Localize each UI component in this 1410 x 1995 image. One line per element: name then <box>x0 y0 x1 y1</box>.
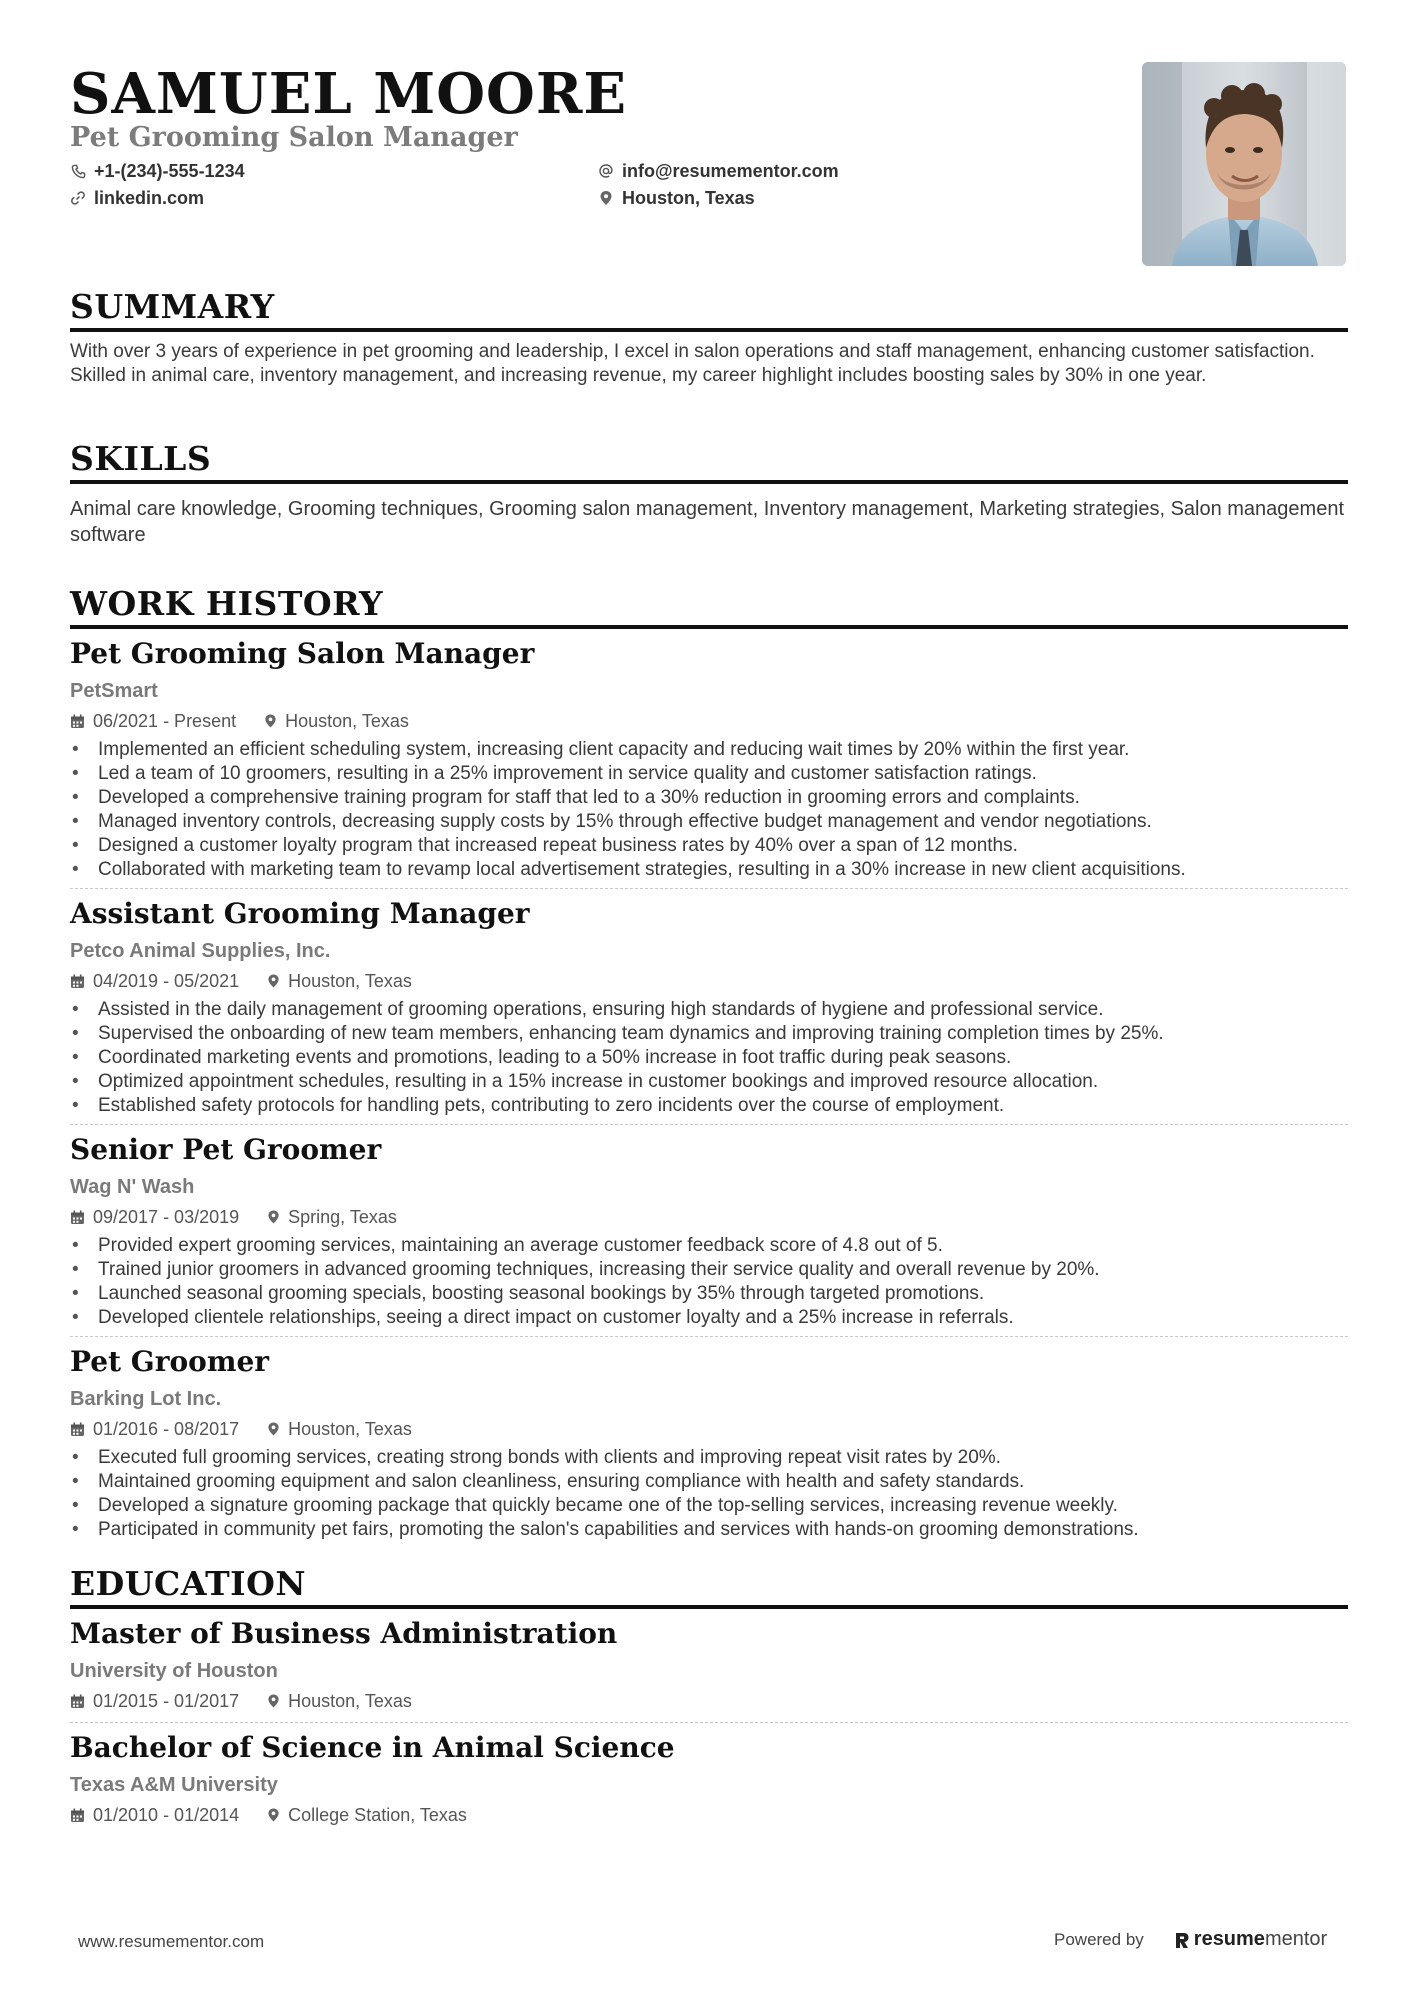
job-title: Assistant Grooming Manager <box>70 897 530 930</box>
school-name: Texas A&M University <box>70 1774 278 1796</box>
education-entry <box>70 1731 1348 1826</box>
contact-linkedin[interactable] <box>70 187 204 209</box>
bullet-item: • Managed inventory controls, decreasing supply costs by 15% through effective budget management and vendor negotiations. <box>70 810 1348 834</box>
contact-email[interactable] <box>598 160 839 182</box>
bullet-item: • Developed clientele relationships, seeing a direct impact on customer loyalty and a 25% increase in referrals. <box>70 1306 1348 1330</box>
education-meta <box>70 1804 1348 1826</box>
contact-linkedin-text[interactable]: linkedin.com <box>94 188 205 208</box>
job-title: Pet Groomer <box>70 1345 270 1378</box>
bullet-item: • Developed a signature grooming package that quickly became one of the top-selling services, increasing revenue weekly. <box>70 1494 1348 1518</box>
education-dates: 01/2010 - 01/2014 <box>93 1805 240 1825</box>
skills-section <box>70 440 1348 548</box>
bullet-item: • Participated in community pet fairs, promoting the salon's capabilities and services with hands-on grooming demonstrations. <box>70 1518 1348 1542</box>
bullet-item: • Implemented an efficient scheduling system, increasing client capacity and reducing wait times by 20% within the first year. <box>70 738 1348 762</box>
education-section <box>70 1565 1348 1826</box>
entry-divider <box>70 1722 1348 1723</box>
calendar-icon <box>70 1210 85 1225</box>
degree-title: Bachelor of Science in Animal Science <box>70 1731 675 1764</box>
bullet-item: • Led a team of 10 groomers, resulting in a 25% improvement in service quality and customer satisfaction ratings. <box>70 762 1348 786</box>
section-rule <box>70 625 1348 629</box>
job-dates: 01/2016 - 08/2017 <box>93 1419 240 1439</box>
bullet-item: • Maintained grooming equipment and salon cleanliness, ensuring compliance with health and safety standards. <box>70 1470 1348 1494</box>
section-rule <box>70 1605 1348 1609</box>
job-entry <box>70 637 1348 889</box>
entry-divider <box>70 1336 1348 1337</box>
skills-text: Animal care knowledge, Grooming techniques, Grooming salon management, Inventory management, Marketing strategies, Salon management software <box>70 498 1345 546</box>
job-title: Senior Pet Groomer <box>70 1133 382 1166</box>
resumementor-logo-icon <box>1174 1930 1190 1950</box>
job-entry <box>70 1345 1348 1542</box>
location-pin-icon <box>267 1421 280 1437</box>
bullet-item: • Supervised the onboarding of new team members, enhancing team dynamics and improving training completion times by 25%. <box>70 1022 1348 1046</box>
phone-icon <box>70 163 86 179</box>
footer-brand <box>1054 1928 1327 1951</box>
location-pin-icon <box>267 1807 280 1823</box>
education-location: College Station, Texas <box>288 1805 467 1825</box>
calendar-icon <box>70 714 85 729</box>
bullet-item: • Launched seasonal grooming specials, boosting seasonal bookings by 35% through targeted promotions. <box>70 1282 1348 1306</box>
job-dates: 04/2019 - 05/2021 <box>93 971 240 991</box>
bullet-item: • Coordinated marketing events and promotions, leading to a 50% increase in foot traffic during peak seasons. <box>70 1046 1348 1070</box>
candidate-name: SAMUEL MOORE <box>70 61 628 127</box>
education-entry <box>70 1617 1348 1723</box>
job-location: Houston, Texas <box>285 711 409 731</box>
entry-divider <box>70 1124 1348 1125</box>
job-bullets <box>70 998 1348 1118</box>
job-meta <box>70 970 1348 992</box>
job-bullets <box>70 738 1348 882</box>
job-dates: 09/2017 - 03/2019 <box>93 1207 240 1227</box>
calendar-icon <box>70 1694 85 1709</box>
section-rule <box>70 480 1348 484</box>
bullet-item: • Established safety protocols for handling pets, contributing to zero incidents over the course of employment. <box>70 1094 1348 1118</box>
calendar-icon <box>70 1808 85 1823</box>
summary-text: With over 3 years of experience in pet grooming and leadership, I excel in salon operations and staff management, enhancing customer satisfaction. Skilled in animal care, inventory management, and increasing revenue, my career highlight includes boosting sales by 30% in one year. <box>70 341 1315 386</box>
skills-heading: SKILLS <box>70 439 212 478</box>
job-meta <box>70 1206 1348 1228</box>
profile-photo <box>1142 62 1346 266</box>
location-pin-icon <box>264 713 277 729</box>
candidate-role: Pet Grooming Salon Manager <box>70 122 518 153</box>
education-location: Houston, Texas <box>288 1691 412 1711</box>
job-bullets <box>70 1234 1348 1330</box>
entry-divider <box>70 888 1348 889</box>
education-dates: 01/2015 - 01/2017 <box>93 1691 240 1711</box>
job-entry <box>70 1133 1348 1337</box>
location-pin-icon <box>598 190 614 206</box>
calendar-icon <box>70 974 85 989</box>
job-company: Petco Animal Supplies, Inc. <box>70 940 331 962</box>
degree-title: Master of Business Administration <box>70 1617 618 1650</box>
contact-phone-text: +1-(234)-555-1234 <box>94 161 245 181</box>
section-rule <box>70 328 1348 332</box>
education-heading: EDUCATION <box>70 1564 307 1603</box>
job-bullets <box>70 1446 1348 1542</box>
location-pin-icon <box>267 1209 280 1225</box>
location-pin-icon <box>267 1693 280 1709</box>
powered-by-label: Powered by <box>1054 1929 1144 1949</box>
school-name: University of Houston <box>70 1660 278 1682</box>
job-dates: 06/2021 - Present <box>93 711 237 731</box>
job-entry <box>70 897 1348 1125</box>
contact-phone <box>70 160 245 182</box>
summary-heading: SUMMARY <box>70 287 275 326</box>
contact-location-text: Houston, Texas <box>622 188 755 208</box>
footer-website[interactable]: www.resumementor.com <box>78 1932 265 1951</box>
brand-bold-text: resume <box>1193 1928 1265 1950</box>
bullet-item: • Collaborated with marketing team to revamp local advertisement strategies, resulting in a 30% increase in new client acquisitions. <box>70 858 1348 882</box>
education-meta <box>70 1690 1348 1712</box>
bullet-item: • Provided expert grooming services, maintaining an average customer feedback score of 4.8 out of 5. <box>70 1234 1348 1258</box>
job-company: Barking Lot Inc. <box>70 1388 222 1410</box>
bullet-item: • Designed a customer loyalty program that increased repeat business rates by 40% over a span of 12 months. <box>70 834 1348 858</box>
contact-email-text[interactable]: info@resumementor.com <box>622 161 839 181</box>
link-icon <box>70 190 86 206</box>
at-icon <box>598 163 614 179</box>
calendar-icon <box>70 1422 85 1437</box>
contact-location <box>598 187 755 209</box>
job-meta <box>70 710 1348 732</box>
job-location: Houston, Texas <box>288 1419 412 1439</box>
bullet-item: • Assisted in the daily management of grooming operations, ensuring high standards of hygiene and professional service. <box>70 998 1348 1022</box>
location-pin-icon <box>267 973 280 989</box>
summary-section <box>70 288 1348 388</box>
bullet-item: • Trained junior groomers in advanced grooming techniques, increasing their service quality and overall revenue by 20%. <box>70 1258 1348 1282</box>
job-meta <box>70 1418 1348 1440</box>
bullet-item: • Optimized appointment schedules, resulting in a 15% increase in customer bookings and improved resource allocation. <box>70 1070 1348 1094</box>
bullet-item: • Developed a comprehensive training program for staff that led to a 30% reduction in grooming errors and complaints. <box>70 786 1348 810</box>
bullet-item: • Executed full grooming services, creating strong bonds with clients and improving repeat visit rates by 20%. <box>70 1446 1348 1470</box>
work-history-heading: WORK HISTORY <box>70 584 384 623</box>
job-location: Houston, Texas <box>288 971 412 991</box>
job-company: PetSmart <box>70 680 158 702</box>
work-history-section <box>70 585 1348 1542</box>
job-title: Pet Grooming Salon Manager <box>70 637 535 670</box>
brand-light-text: mentor <box>1264 1928 1328 1950</box>
job-location: Spring, Texas <box>288 1207 397 1227</box>
resumementor-logo[interactable] <box>1174 1928 1327 1951</box>
job-company: Wag N' Wash <box>70 1176 195 1198</box>
